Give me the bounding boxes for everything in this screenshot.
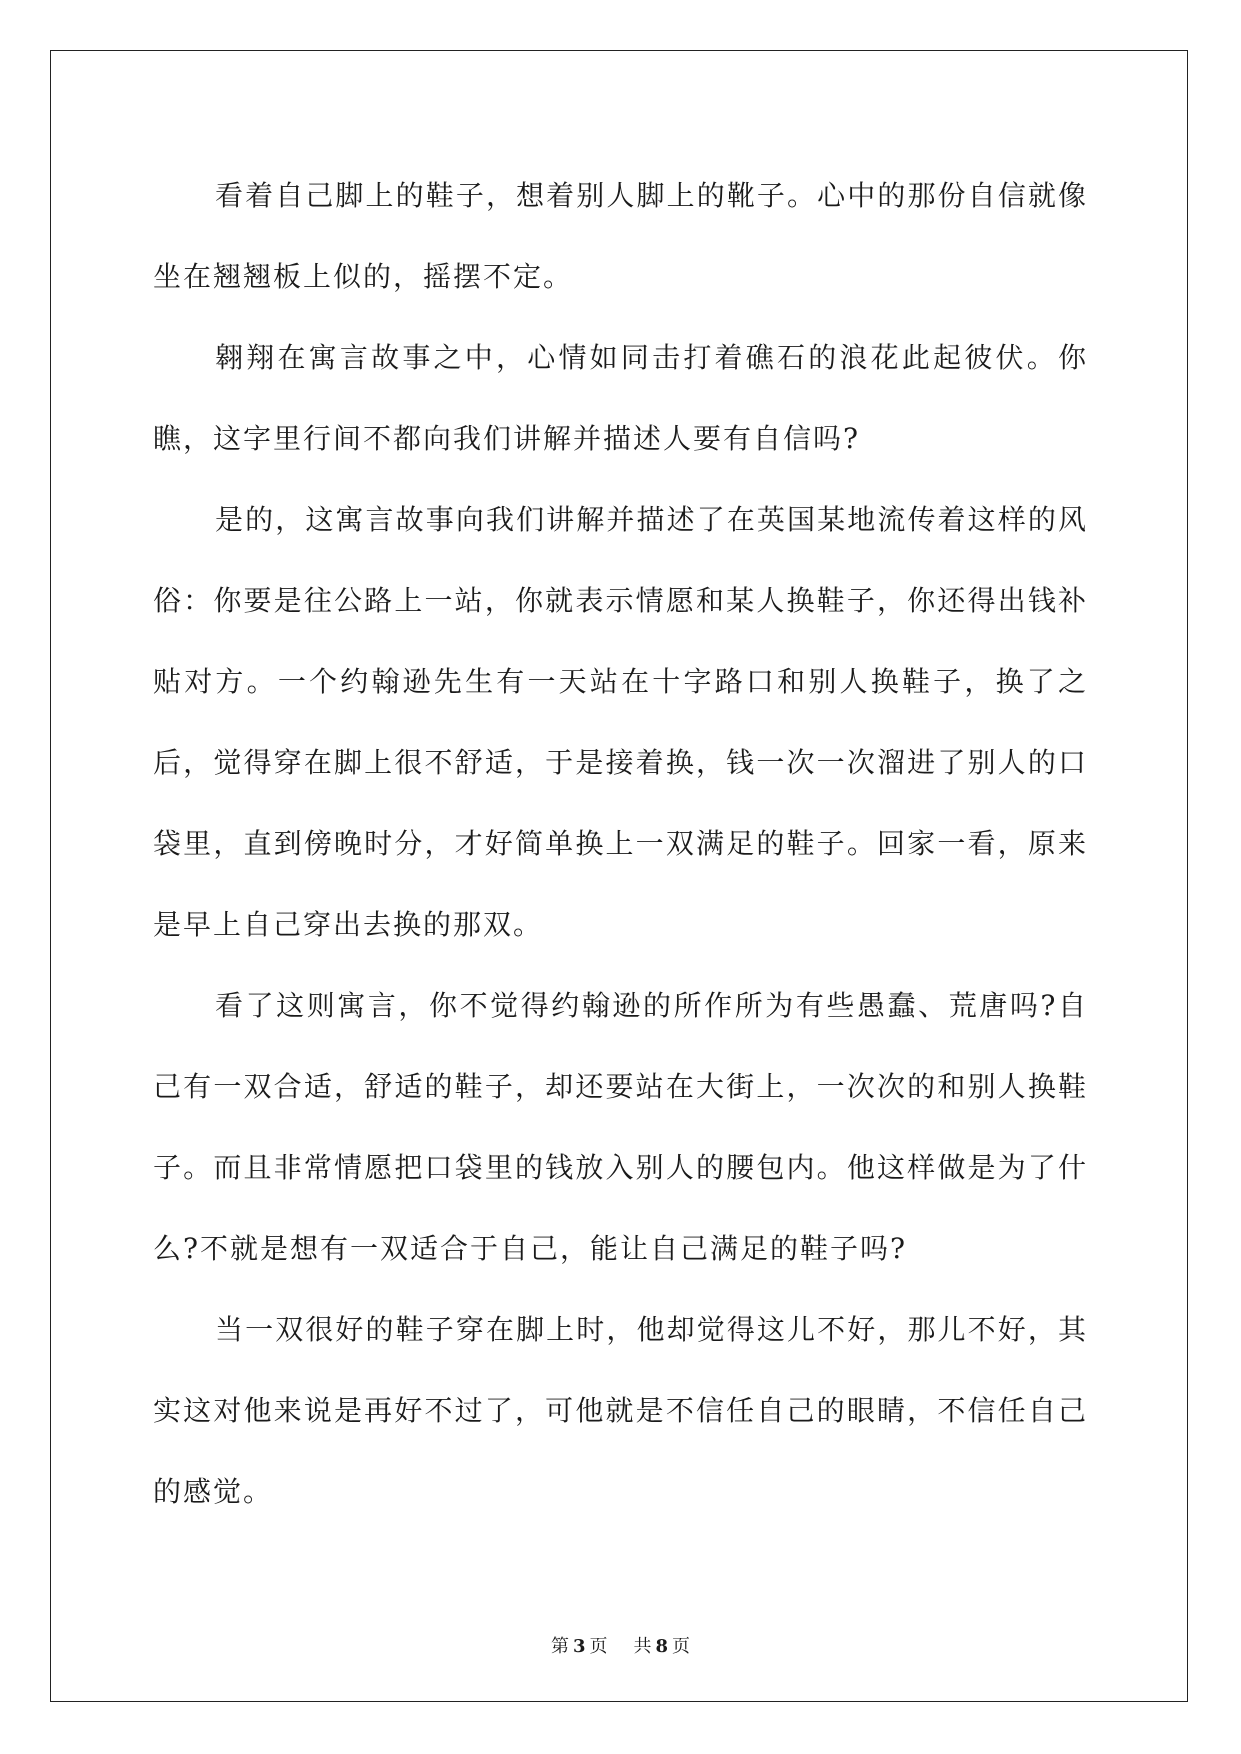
current-page-number: 3 bbox=[572, 1636, 586, 1657]
total-pages-number: 8 bbox=[655, 1636, 669, 1657]
paragraph-1: 看着自己脚上的鞋子，想着别人脚上的靴子。心中的那份自信就像坐在翘翘板上似的，摇摆不定。 bbox=[153, 179, 1088, 293]
footer-page-suffix: 页 bbox=[589, 1636, 608, 1657]
footer-total-prefix: 共 bbox=[633, 1636, 652, 1657]
paragraph-2: 翱翔在寓言故事之中，心情如同击打着礁石的浪花此起彼伏。你瞧，这字里行间不都向我们讲解并描述人要有自信吗? bbox=[153, 341, 1088, 455]
footer-total-suffix: 页 bbox=[672, 1636, 691, 1657]
footer-prefix: 第 bbox=[550, 1636, 569, 1657]
page-footer bbox=[0, 1632, 1241, 1658]
paragraph-3: 是的，这寓言故事向我们讲解并描述了在英国某地流传着这样的风俗：你要是往公路上一站，你就表示情愿和某人换鞋子，你还得出钱补贴对方。一个约翰逊先生有一天站在十字路口和别人换鞋子，换了之后，觉得穿在脚上很不舒适，于是接着换，钱一次一次溜进了别人的口袋里，直到傍晚时分，才好简单换上一双满足的鞋子。回家一看，原来是早上自己穿出去换的那双。 bbox=[153, 503, 1088, 941]
document-body bbox=[153, 155, 1088, 1532]
paragraph-5: 当一双很好的鞋子穿在脚上时，他却觉得这儿不好，那儿不好，其实这对他来说是再好不过了，可他就是不信任自己的眼睛，不信任自己的感觉。 bbox=[153, 1313, 1088, 1508]
paragraph-4: 看了这则寓言，你不觉得约翰逊的所作所为有些愚蠢、荒唐吗?自己有一双合适，舒适的鞋子，却还要站在大街上，一次次的和别人换鞋子。而且非常情愿把口袋里的钱放入别人的腰包内。他这样做是为了什么?不就是想有一双适合于自己，能让自己满足的鞋子吗? bbox=[153, 989, 1088, 1265]
